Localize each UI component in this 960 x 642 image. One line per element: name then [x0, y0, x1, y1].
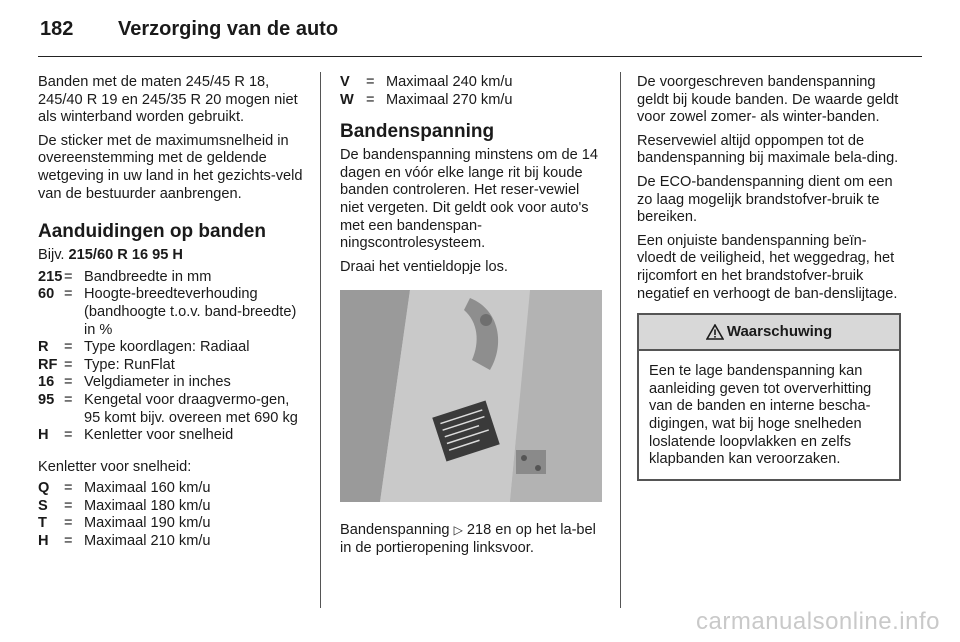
column-divider-1	[320, 72, 321, 608]
definition-equals: =	[64, 497, 73, 514]
definition-row	[38, 427, 306, 445]
speed-intro: Kenletter voor snelheid:	[38, 458, 192, 475]
column-3	[637, 74, 903, 481]
cross-reference-arrow-icon: ▷	[453, 523, 463, 538]
definition-equals: =	[64, 480, 73, 497]
definition-code: RF	[38, 356, 58, 373]
latch-screw-icon	[535, 465, 541, 471]
definition-equals: =	[64, 391, 73, 408]
definition-row	[38, 533, 306, 551]
definition-code: 60	[38, 286, 55, 303]
hinge-bolt-icon	[480, 314, 492, 326]
paragraph-tire-sizes: Banden met de maten 245/45 R 18, 245/40 R 19 en 245/35 R 20 mogen niet als winterband worden gebruikt.	[38, 74, 298, 126]
tire-marking-list	[38, 269, 306, 445]
speed-list-a	[38, 480, 306, 550]
definition-equals: =	[64, 268, 73, 285]
definition-code: V	[340, 74, 350, 90]
definition-equals: =	[64, 533, 73, 550]
paragraph-cold-tires: De voorgeschreven bandenspanning geldt bij koude banden. De waarde geldt voor zowel zomer- als winter-banden.	[637, 74, 899, 126]
paragraph-spare-wheel: Reservewiel altijd oppompen tot de bandenspanning bij maximale bela-ding.	[637, 132, 899, 167]
door-latch-shape	[516, 450, 546, 474]
definition-row	[38, 269, 306, 287]
column-divider-2	[620, 72, 621, 608]
definition-description: Maximaal 180 km/u	[84, 497, 211, 514]
definition-row	[340, 74, 602, 92]
definition-row	[340, 92, 602, 110]
heading-tire-markings: Aanduidingen op banden	[38, 221, 266, 243]
watermark: carmanualsonline.info	[696, 608, 940, 635]
definition-row	[38, 374, 306, 392]
column-1	[38, 74, 306, 565]
definition-description: Maximaal 240 km/u	[386, 74, 513, 90]
warning-header	[639, 315, 899, 351]
definition-equals: =	[64, 356, 73, 373]
definition-code: H	[38, 533, 49, 550]
page-title: Verzorging van de auto	[118, 18, 339, 40]
example-prefix: Bijv.	[38, 247, 69, 264]
definition-code: R	[38, 339, 49, 356]
paragraph-eco-pressure: De ECO-bandenspanning dient om een zo laag mogelijk brandstofver-bruik te bereiken.	[637, 173, 893, 226]
definition-description: Kengetal voor draagvermo-gen, 95 komt bijv. overeen met 690 kg	[84, 391, 298, 426]
caption-text-b: 218 en op het la-bel in de portieropening linksvoor.	[340, 522, 596, 556]
definition-description: Maximaal 190 km/u	[84, 515, 211, 532]
definition-row	[38, 515, 306, 533]
caption-text-a: Bandenspanning	[340, 522, 454, 539]
definition-code: H	[38, 427, 49, 444]
definition-equals: =	[366, 74, 375, 90]
definition-code: 95	[38, 391, 55, 408]
warning-triangle-icon	[706, 324, 724, 340]
definition-description: Maximaal 210 km/u	[84, 533, 211, 550]
paragraph-wrong-pressure: Een onjuiste bandenspanning beïn-vloedt de veiligheid, het weggedrag, het rijcomfort en het brandstofver-bruik negatief en verhoogt de ban-denslijtage.	[637, 232, 898, 302]
definition-row	[38, 480, 306, 498]
example-line	[38, 247, 306, 265]
definition-row	[38, 498, 306, 516]
example-code: 215/60 R 16 95 H	[68, 247, 183, 264]
definition-description: Kenletter voor snelheid	[84, 427, 234, 444]
paragraph-pressure-check: De bandenspanning minstens om de 14 dagen en vóór elke lange rit bij koude banden controleren. Het reser-vewiel niet vergeten. Dit geldt ook voor auto's met een bandenspan-ningscontrolesysteem.	[340, 147, 598, 252]
definition-row	[38, 357, 306, 375]
definition-equals: =	[64, 286, 73, 303]
paragraph-valve-cap: Draai het ventieldopje los.	[340, 258, 508, 275]
page-number: 182	[40, 18, 74, 40]
column-2	[340, 74, 602, 564]
door-jamb-label-photo	[340, 290, 602, 502]
warning-box	[637, 313, 901, 481]
definition-description: Type koordlagen: Radiaal	[84, 339, 250, 356]
definition-description: Maximaal 160 km/u	[84, 480, 211, 497]
definition-equals: =	[64, 515, 73, 532]
definition-code: S	[38, 497, 48, 514]
definition-equals: =	[64, 374, 73, 391]
definition-description: Velgdiameter in inches	[84, 374, 231, 391]
warning-body: Een te lage bandenspanning kan aanleiding geven tot oververhitting van de banden en interne bescha-digingen, wat bij hoge snelheden loslatende loopvlakken en zelfs klapbanden kan veroorzaken.	[649, 363, 872, 468]
heading-tire-pressure: Bandenspanning	[340, 121, 495, 143]
page-header	[38, 12, 922, 54]
definition-description: Bandbreedte in mm	[84, 268, 212, 285]
paragraph-speed-sticker: De sticker met de maximumsnelheid in overeenstemming met de geldende wetgeving in uw land in het gezichts-veld van de bestuurder aanbrengen.	[38, 132, 303, 202]
definition-description: Maximaal 270 km/u	[386, 91, 513, 108]
definition-code: T	[38, 515, 47, 532]
definition-row	[38, 286, 306, 339]
definition-description: Hoogte-breedteverhouding (bandhoogte t.o.v. band-breedte) in %	[84, 286, 297, 338]
door-jamb-illustration	[340, 290, 602, 502]
definition-description: Type: RunFlat	[84, 356, 175, 373]
definition-row	[38, 339, 306, 357]
definition-code: W	[340, 91, 354, 108]
definition-equals: =	[64, 427, 73, 444]
warning-title: Waarschuwing	[726, 323, 833, 341]
header-divider	[38, 56, 922, 57]
latch-screw-icon	[521, 455, 527, 461]
speed-list-b	[340, 74, 602, 109]
definition-equals: =	[366, 91, 375, 108]
definition-equals: =	[64, 339, 73, 356]
definition-code: 16	[38, 374, 55, 391]
definition-code: 215	[38, 268, 63, 285]
definition-code: Q	[38, 480, 50, 497]
photo-caption	[340, 522, 602, 557]
definition-row	[38, 392, 306, 427]
